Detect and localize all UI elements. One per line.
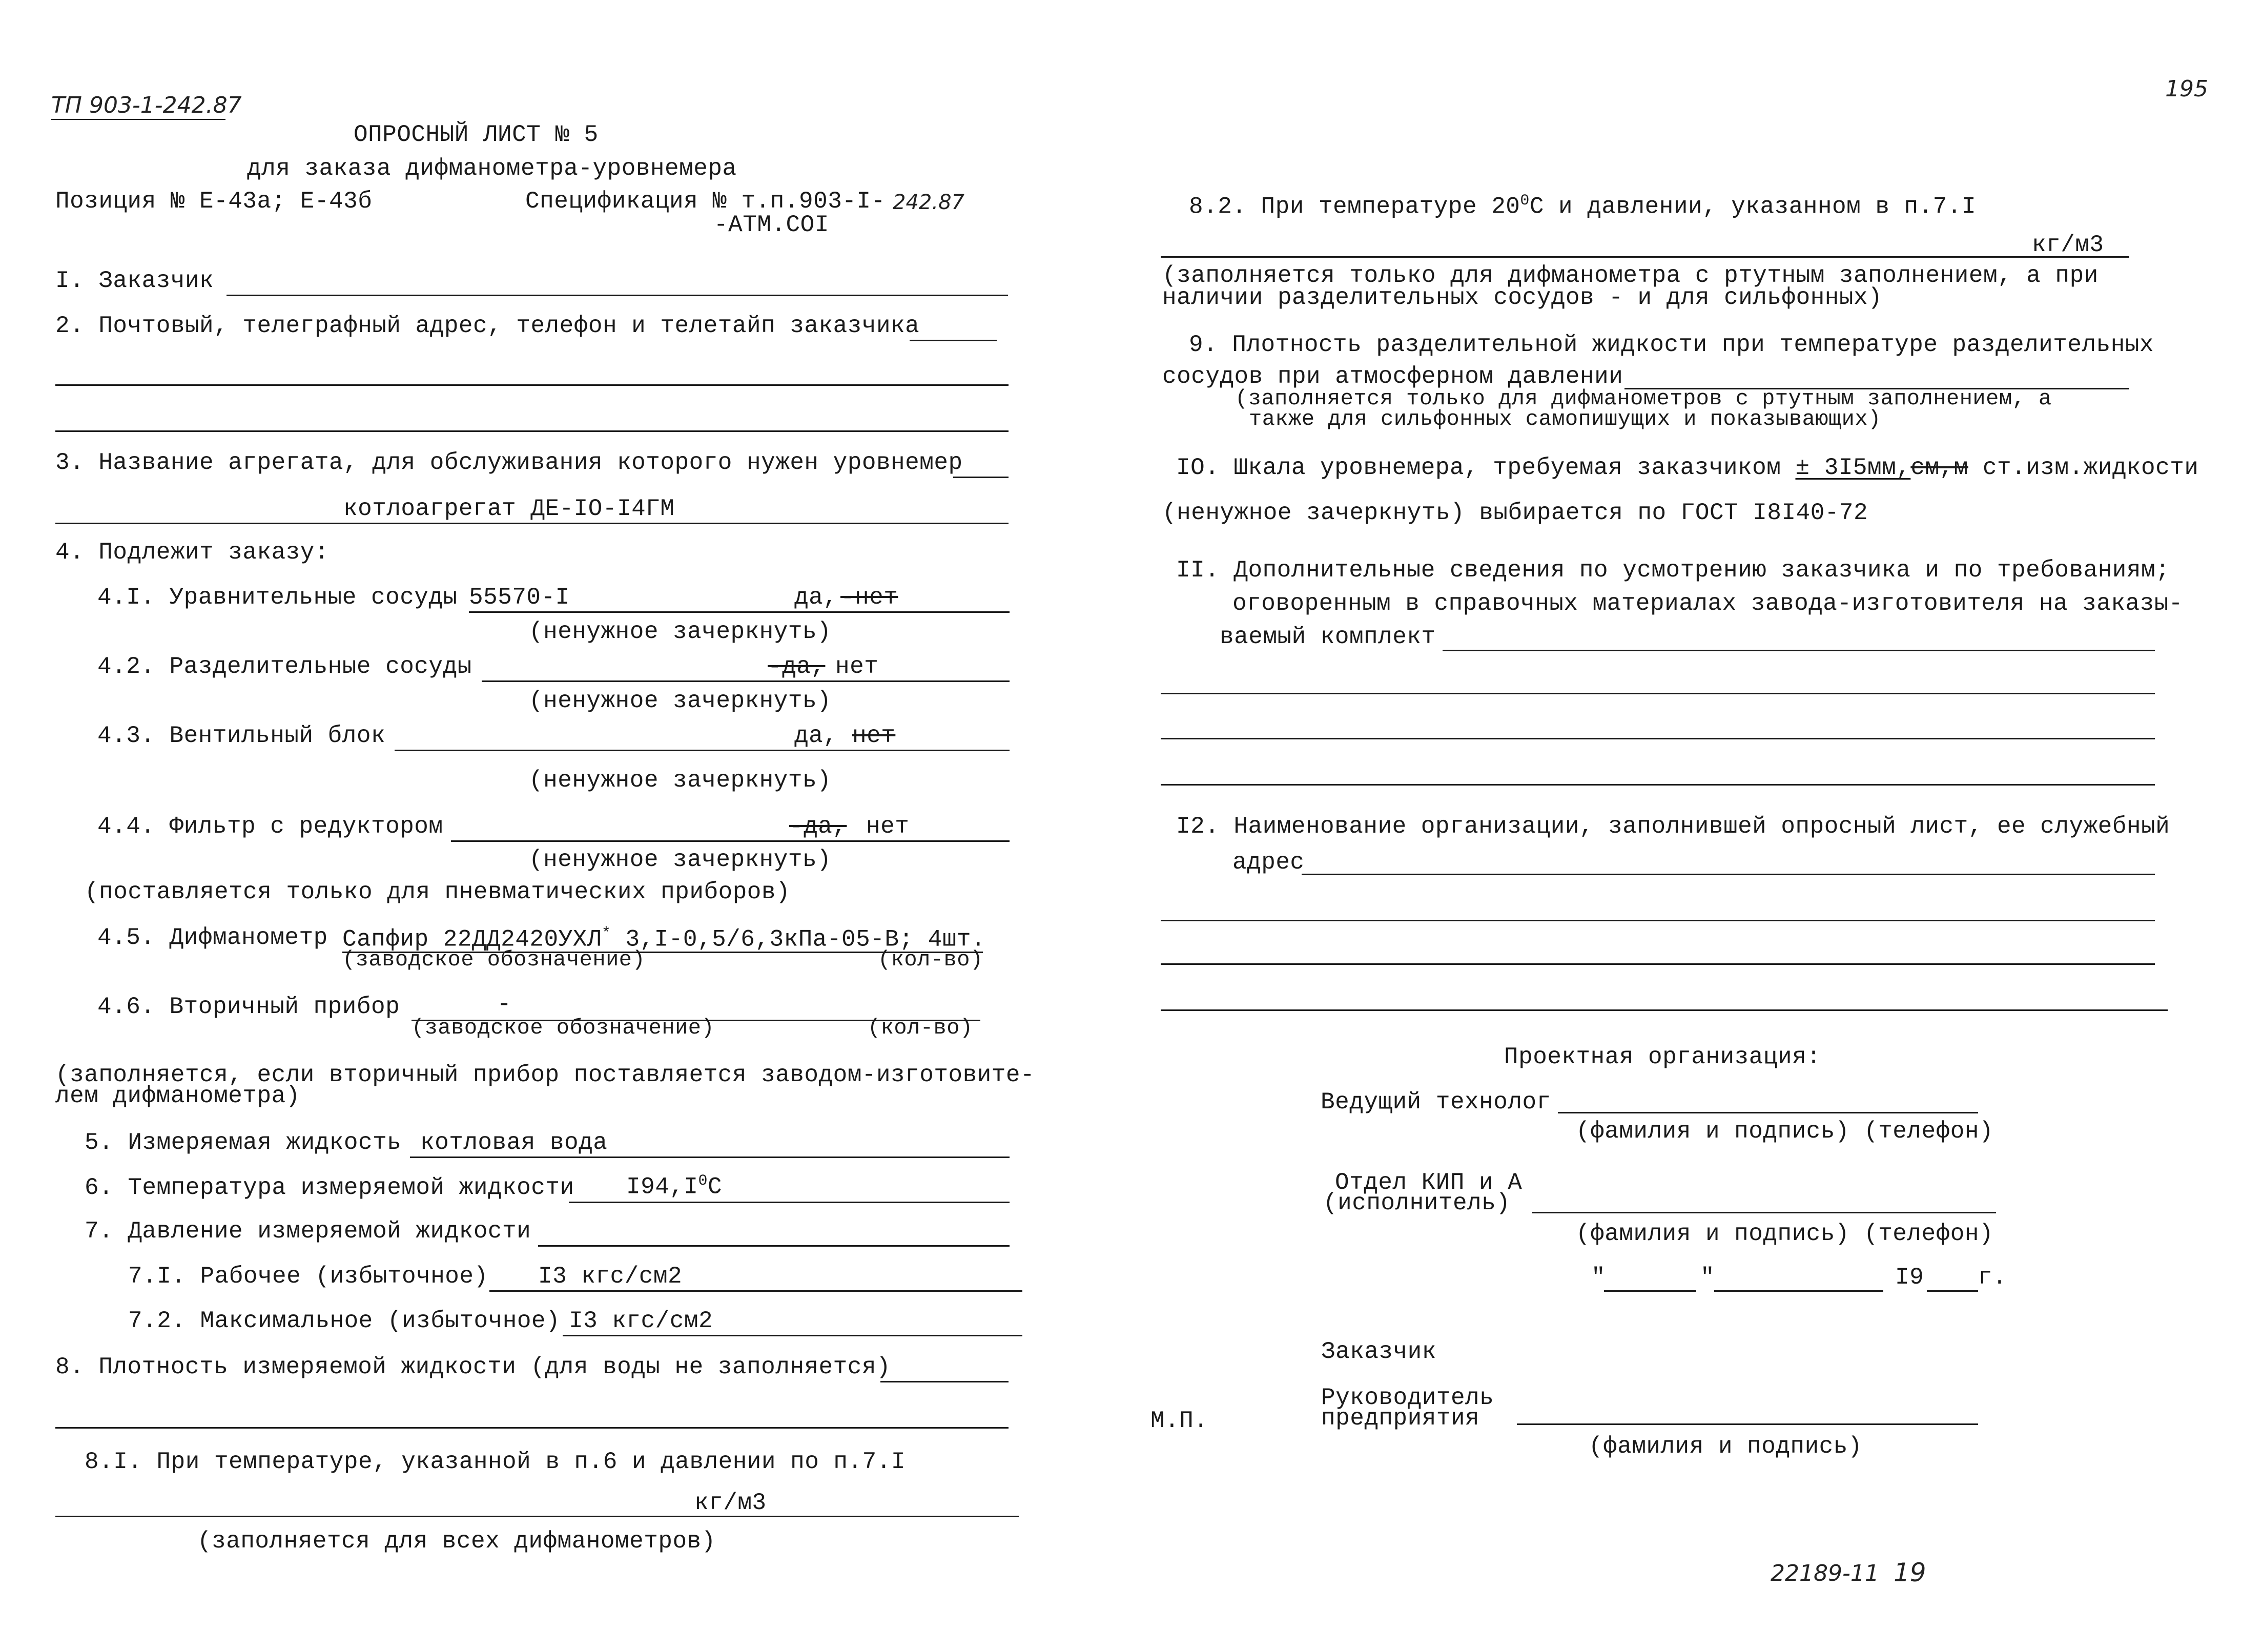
secondary-note-1: (заполняется, если вторичный прибор поставляется заводом-изготовите- [55,1062,1035,1088]
q7-label: 7. Давление измеряемой жидкости [85,1218,531,1245]
q1-field-line[interactable] [227,295,1008,296]
q10-label [1176,456,2198,480]
date-day-line[interactable] [1604,1290,1696,1292]
date-quote-close: " [1700,1264,1715,1291]
q12-field-line-4[interactable] [1161,1009,2168,1011]
q2-field-line-3[interactable] [55,430,1009,432]
q8-2-note-1: (заполняется только для дифманометра с ртутным заполнением, а при [1162,262,2099,289]
q8-1-note: (заполняется для всех дифманометров) [197,1528,716,1555]
footer-code: 22189-11 [1771,1560,1879,1586]
q7-1-label: 7.I. Рабочее (избыточное) [128,1263,488,1290]
q5-label: 5. Измеряемая жидкость [85,1129,402,1156]
secondary-note-2: лем дифманометра) [55,1083,300,1109]
q4-5-spec: 3,I-0,5/6,3кПа-05-В; 4шт. [625,926,986,953]
q4-2-label: 4.2. Разделительные сосуды [97,653,472,680]
form-subtitle: для заказа дифманометра-уровнемера [247,155,737,182]
q4-6-value: - [497,991,512,1018]
q4-5-factory-label: (заводское обозначение) [342,947,646,972]
lead-tech-signature-line[interactable] [1558,1112,1978,1113]
spec-label: Спецификация № т.п.903-I- [525,188,886,215]
q7-1-value: I3 кгс/см2 [538,1263,683,1290]
dept-label-1: Отдел КИП и А [1335,1169,1523,1196]
q2-field-line-2[interactable] [55,384,1009,386]
q4-4-no[interactable]: нет [866,813,910,840]
date-year-line[interactable] [1927,1290,1978,1292]
footer-page: 19 [1894,1558,1926,1587]
q8-2-field-line[interactable] [1161,256,2129,258]
q10-text-a: IO. Шкала уровнемера, требуемая заказчиком [1176,455,1781,481]
q6-field-line [569,1202,1010,1203]
q4-4-strike-note: (ненужное зачеркнуть) [529,846,832,873]
q8-field-line-2[interactable] [55,1427,1009,1429]
q4-6-label: 4.6. Вторичный прибор [97,994,400,1020]
q4-5-model: Сапфир 22ДД2420УХЛ [342,926,602,953]
head-label-2: предприятия [1321,1405,1480,1432]
q8-1-field-line[interactable] [55,1516,1019,1517]
q4-5-superscript: * [601,924,611,942]
q12-field-line[interactable] [1302,874,2155,875]
q4-3-no[interactable]: нет [852,722,896,749]
document-code: ТП 903-1-242.87 [51,92,242,118]
form-title: ОПРОСНЫЙ ЛИСТ № 5 [354,121,599,148]
page-number: 195 [2165,76,2208,102]
q4-6-factory-label: (заводское обозначение) [412,1016,715,1040]
q4-to-order: 4. Подлежит заказу: [55,539,329,566]
q4-2-strike-note: (ненужное зачеркнуть) [529,688,832,714]
q4-6-qty-label: (кол-во) [868,1016,973,1040]
q7-field-line[interactable] [538,1245,1010,1247]
q11-label-1: II. Дополнительные сведения по усмотрению заказчика и по требованиям; [1176,557,2170,584]
q10-struck-units: см,м [1910,455,1968,481]
spec-suffix: -АТМ.СОI [714,212,829,238]
doc-code-underline [51,119,225,120]
q4-1-no[interactable]: -нет [840,584,898,611]
q3-value-line[interactable] [55,523,1009,524]
customer-heading: Заказчик [1321,1338,1436,1365]
date-quote-open: " [1591,1264,1606,1291]
q10-text-b: ст.изм.жидкости [1982,455,2199,481]
q4-3-field-line [395,750,1010,751]
dept-signature-line[interactable] [1532,1212,1996,1213]
q6-value [626,1173,722,1199]
q6-number: I94,I [626,1173,698,1201]
spec-number-handwritten: 242.87 [893,191,964,214]
q10-gost: (ненужное зачеркнуть) выбирается по ГОСТ I8I40-72 [1162,500,1868,526]
q4-5-label: 4.5. Дифманометр [97,924,328,951]
q5-field-line [410,1157,1010,1158]
q11-field-line-3[interactable] [1161,738,2155,739]
q6-degree: 0 [698,1172,708,1189]
q7-2-value: I3 кгс/см2 [569,1308,713,1334]
q11-field-line[interactable] [1443,650,2155,651]
q4-3-label: 4.3. Вентильный блок [97,722,386,749]
q4-3-strike-note: (ненужное зачеркнуть) [529,767,832,794]
q9-note-2: также для сильфонных самопишущих и показывающих) [1249,407,1881,431]
q8-2-note-2: наличии разделительных сосудов - и для сильфонных) [1162,284,1883,311]
lead-tech-sig-note: (фамилия и подпись) (телефон) [1576,1118,1994,1145]
q4-1-yes[interactable]: да, [794,584,838,611]
q8-2-unit: кг/м3 [2032,232,2104,258]
q8-field-line[interactable] [880,1381,1009,1382]
q7-1-field-line [489,1290,1022,1292]
q11-label-2: оговоренным в справочных материалах завода-изготовителя на заказы- [1232,590,2183,617]
q12-label-1: I2. Наименование организации, заполнившей опросный лист, ее служебный [1176,813,2170,840]
position-label: Позиция № Е-43а; Е-43б [55,188,373,215]
date-year-suffix: г. [1978,1264,2007,1291]
stamp-place-label: М.П. [1150,1408,1208,1434]
q4-2-no[interactable]: нет [835,653,879,680]
q4-1-label: 4.I. Уравнительные сосуды [97,584,458,611]
q2-field-line[interactable] [910,340,997,341]
q8-label: 8. Плотность измеряемой жидкости (для воды не заполняется) [55,1354,891,1380]
q11-field-line-2[interactable] [1161,693,2155,694]
dept-sig-note: (фамилия и подпись) (телефон) [1576,1221,1994,1247]
head-sig-note: (фамилия и подпись) [1589,1433,1862,1460]
date-year-prefix: I9 [1895,1264,1924,1291]
q2-address: 2. Почтовый, телеграфный адрес, телефон и телетайп заказчика [55,313,920,339]
q4-4-yes[interactable]: -да, [789,813,847,840]
pneumatic-note: (поставляется только для пневматических приборов) [85,879,791,905]
head-label-1: Руководитель [1321,1385,1494,1411]
head-signature-line[interactable] [1517,1423,1978,1425]
q7-2-field-line [563,1335,1022,1336]
q4-1-strike-note: (ненужное зачеркнуть) [529,618,832,645]
q11-field-line-4[interactable] [1161,784,2155,786]
q5-value: котловая вода [420,1129,608,1156]
q11-label-3: ваемый комплект [1220,624,1436,650]
q4-2-field-line [482,680,1010,682]
q8-1-unit: кг/м3 [694,1490,767,1516]
q8-2-degree: 0 [1520,192,1530,209]
q4-1-value: 55570-I [469,584,570,611]
q8-1-label: 8.I. При температуре, указанной в п.6 и давлении по п.7.I [85,1449,906,1475]
lead-tech-label: Ведущий технолог [1321,1089,1551,1116]
q8-2-label [1189,193,1976,218]
q3-value: котлоагрегат ДЕ-IO-I4ГМ [343,495,675,522]
q4-1-field-line [469,611,1010,613]
q12-field-line-2[interactable] [1161,920,2155,921]
q4-4-field-line [451,840,1010,842]
q6-label: 6. Температура измеряемой жидкости [85,1174,574,1201]
q4-5-qty-label: (кол-во) [878,947,983,972]
q6-unit: С [707,1173,723,1201]
q8-2-text-b: С и давлении, указанном в п.7.I [1529,193,1977,220]
design-org-heading: Проектная организация: [1504,1044,1821,1070]
date-month-line[interactable] [1714,1290,1883,1292]
q12-label-2: адрес [1232,849,1305,876]
q1-customer: I. Заказчик [55,267,214,294]
q7-2-label: 7.2. Максимальное (избыточное) [128,1308,561,1334]
dept-label-2: (исполнитель) [1323,1190,1511,1216]
q12-field-line-3[interactable] [1161,963,2155,965]
q3-unit-name: 3. Название агрегата, для обслуживания которого нужен уровнемер [55,449,963,476]
q4-4-label: 4.4. Фильтр с редуктором [97,813,443,840]
q4-3-yes[interactable]: да, [794,722,838,749]
q9-label-1: 9. Плотность разделительной жидкости при температуре разделительных [1189,332,2154,358]
q3-field-line[interactable] [953,477,1009,478]
q4-2-yes[interactable]: -да, [768,653,826,680]
q8-2-text-a: 8.2. При температуре 20 [1189,193,1520,220]
q10-value: ± 3I5мм, [1795,455,1911,481]
q9-label-2: сосудов при атмосферном давлении [1162,363,1623,390]
q9-note-1: (заполняется только для дифманометров с ртутным заполнением, а [1235,386,2052,411]
